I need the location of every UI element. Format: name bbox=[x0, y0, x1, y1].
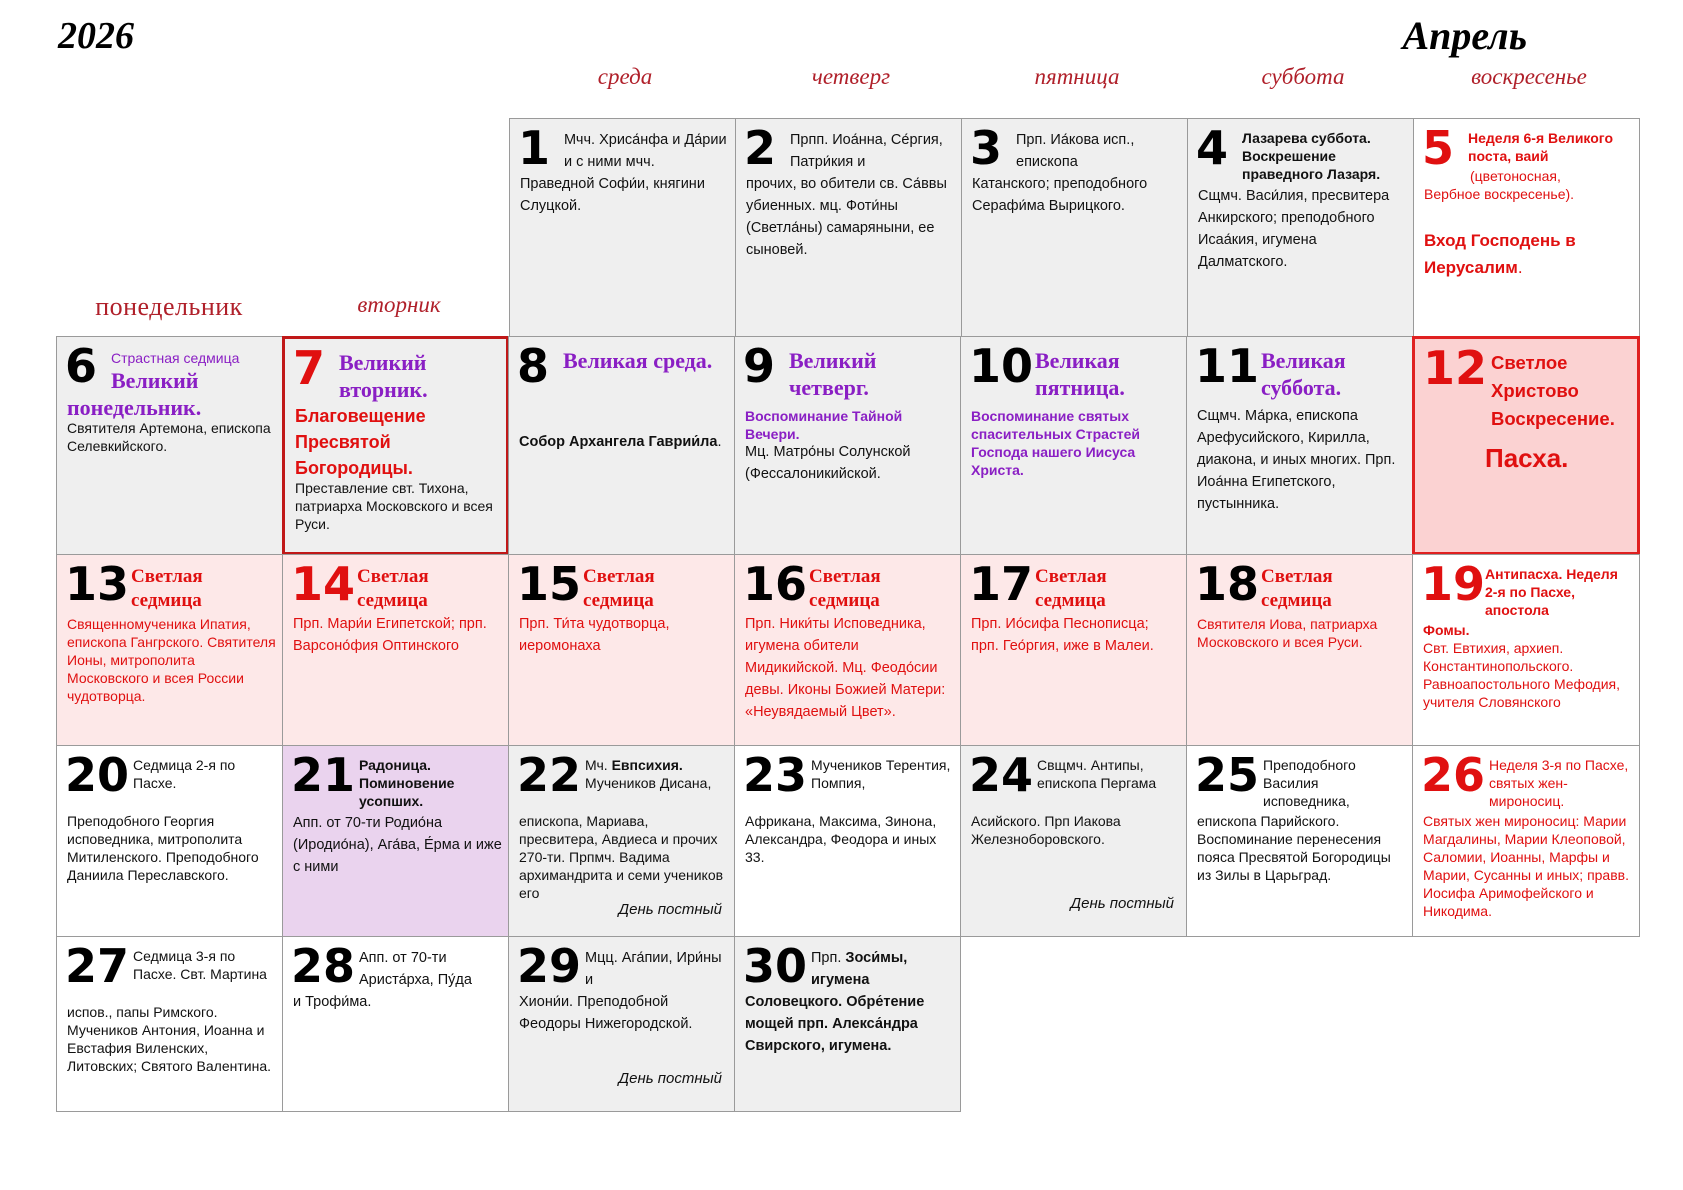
day-saints-continued: Праведной Софи́и, княгини Слуцкой. bbox=[520, 176, 705, 214]
day-saints: Мцц. Ага́пии, Ири́ны и bbox=[585, 950, 722, 988]
day-number: 19 bbox=[1421, 557, 1486, 611]
day-number: 9 bbox=[743, 339, 776, 393]
day-great-feast: Вход Господень в Иерусалим. bbox=[1424, 231, 1576, 277]
day-cell-22[interactable] bbox=[508, 745, 735, 937]
day-number: 28 bbox=[291, 939, 356, 993]
day-saints: Прп. Ио́сифа Песнописца; прп. Гео́ргия, иже в Малеи. bbox=[971, 616, 1154, 654]
day-number: 26 bbox=[1421, 748, 1486, 802]
day-saints: Сщмч. Ма́рка, епископа Арефусийского, Кирилла, диакона, и иных многих. Прп. Иоа́нна Египетского, пустынника. bbox=[1197, 408, 1396, 512]
day-saints: Свщмч. Антипы, епископа Пергама bbox=[1037, 757, 1157, 791]
day-title: Светлая седмица bbox=[1261, 566, 1333, 611]
day-cell-26[interactable] bbox=[1412, 745, 1640, 937]
day-saints-continued: и Трофи́ма. bbox=[293, 994, 372, 1010]
day-cell-24[interactable] bbox=[960, 745, 1187, 937]
day-cell-18[interactable] bbox=[1186, 554, 1413, 746]
day-number: 27 bbox=[65, 939, 130, 993]
day-cell-2[interactable] bbox=[735, 118, 962, 337]
day-number: 25 bbox=[1195, 748, 1260, 802]
day-great-feast: Пасха. bbox=[1485, 443, 1569, 473]
day-title: Великая среда. bbox=[563, 348, 713, 373]
day-number: 29 bbox=[517, 939, 582, 993]
day-cell-23[interactable] bbox=[734, 745, 961, 937]
day-number: 11 bbox=[1195, 339, 1260, 393]
day-cell-10[interactable] bbox=[960, 336, 1187, 555]
day-sunday-title: Неделя 3-я по Пасхе, святых жен-мироносиц. bbox=[1489, 757, 1629, 809]
day-cell-5[interactable] bbox=[1413, 118, 1640, 337]
day-number: 4 bbox=[1196, 121, 1229, 175]
year-label: 2026 bbox=[58, 15, 134, 57]
day-saints: Апп. от 70-ти Ариста́рха, Пу́да bbox=[359, 950, 472, 988]
day-saints: Мучеников Терентия, Помпия, bbox=[811, 757, 951, 791]
day-saints: Мч. Евпсихия. Мучеников Дисана, bbox=[585, 757, 712, 791]
day-number: 5 bbox=[1422, 121, 1455, 175]
day-number: 2 bbox=[744, 121, 777, 175]
weekday-saturday: суббота bbox=[1261, 64, 1345, 89]
day-number: 14 bbox=[291, 557, 356, 611]
day-cell-20[interactable] bbox=[56, 745, 283, 937]
day-saints: Мчч. Хриса́нфа и Да́рии и с ними мчч. bbox=[564, 132, 727, 170]
day-cell-19[interactable] bbox=[1412, 554, 1640, 746]
day-cell-1[interactable] bbox=[509, 118, 736, 337]
weekday-monday: понедельник bbox=[95, 292, 243, 321]
day-number: 10 bbox=[969, 339, 1034, 393]
day-cell-8[interactable] bbox=[508, 336, 735, 555]
day-sunday-title: Антипасха. Неделя 2-я по Пасхе, апостола bbox=[1485, 566, 1618, 618]
day-saints: Святых жен мироносиц: Марии Магдалины, Марии Клеоповой, Саломии, Иоанны, Марфы и Марии, Сусанны и иных; правв. Иосифа Аримофейского и Никодима. bbox=[1423, 813, 1629, 919]
day-cell-16[interactable] bbox=[734, 554, 961, 746]
weekday-thursday: четверг bbox=[811, 64, 891, 89]
day-title: Светлая седмица bbox=[583, 566, 655, 611]
day-saints-continued: Хиони́и. Преподобной Феодоры Нижегородской. bbox=[519, 994, 693, 1032]
day-saints: Прп. Ти́та чудотворца, иеромонаха bbox=[519, 616, 670, 654]
day-number: 6 bbox=[65, 339, 98, 393]
day-cell-6[interactable] bbox=[56, 336, 283, 555]
day-saints: Преподобного Георгия исповедника, митрополита Митиленского. Преподобного Даниила Переславского. bbox=[67, 813, 259, 883]
weekday-sunday: воскресенье bbox=[1471, 64, 1587, 89]
day-saints: Прп. Мари́и Египетской; прп. Варсоно́фия Оптинского bbox=[293, 616, 487, 654]
day-title: Светлая седмица bbox=[131, 566, 203, 611]
weekday-friday: пятница bbox=[1034, 64, 1120, 89]
day-number: 22 bbox=[517, 748, 582, 802]
day-feast: Радоница. Поминовение усопших. bbox=[359, 757, 455, 809]
month-label: Апрель bbox=[1402, 13, 1527, 58]
day-week-note: Седмица 2-я по Пасхе. bbox=[133, 757, 236, 791]
day-number: 15 bbox=[517, 557, 582, 611]
day-saints: Прп. Зоси́мы, игумена bbox=[811, 950, 908, 988]
day-cell-4[interactable] bbox=[1187, 118, 1414, 337]
day-saints: Прп. Ники́ты Исповедника, игумена обители Мидикийской. Мц. Феодо́сии девы. Иконы Божией Матери: «Неувядаемый Цвет». bbox=[745, 616, 946, 720]
day-number: 30 bbox=[743, 939, 808, 993]
day-number: 20 bbox=[65, 748, 130, 802]
day-saints: Апп. от 70-ти Родио́на (Иродио́на), Ага́ва, Е́рма и иже с ними bbox=[293, 815, 502, 875]
day-subtitle: Воспоминание Тайной Вечери. bbox=[745, 408, 903, 442]
day-title: Великая суббота. bbox=[1261, 348, 1346, 400]
day-cell-15[interactable] bbox=[508, 554, 735, 746]
day-saints: Собор Архангела Гаврии́ла. bbox=[519, 434, 722, 450]
day-cell-17[interactable] bbox=[960, 554, 1187, 746]
day-number: 12 bbox=[1423, 341, 1488, 395]
day-number: 17 bbox=[969, 557, 1034, 611]
day-cell-25[interactable] bbox=[1186, 745, 1413, 937]
day-saints-continued: епископа Парийского. Воспоминание перенесения пояса Пресвятой Богородицы из Зилы в Царьград. bbox=[1197, 813, 1391, 883]
day-cell-29[interactable] bbox=[508, 936, 735, 1112]
day-title: Великая пятница. bbox=[1035, 348, 1125, 400]
day-saints-continued: Катанского; преподобного Серафи́ма Вырицкого. bbox=[972, 176, 1148, 214]
day-number: 16 bbox=[743, 557, 808, 611]
day-saints: Преставление свт. Тихона, патриарха Московского и всея Руси. bbox=[295, 480, 493, 532]
fasting-day-label: День постный bbox=[1070, 895, 1174, 912]
day-cell-12[interactable] bbox=[1412, 336, 1640, 555]
day-saints-continued: прочих, во обители св. Са́ввы убиенных. мц. Фоти́ны (Светла́ны) самаряныни, ее сыновей. bbox=[746, 176, 947, 258]
day-title: Великий вторник. bbox=[339, 350, 428, 402]
day-title: Светлая седмица bbox=[1035, 566, 1107, 611]
day-saints-continued: Африкана, Максима, Зинона, Александра, Феодора и иных 33. bbox=[745, 813, 937, 865]
fasting-day-label: День постный bbox=[618, 1070, 722, 1087]
day-number: 13 bbox=[65, 557, 130, 611]
day-week-note: Седмица 3-я по Пасхе. Свт. Мартина bbox=[133, 948, 267, 982]
day-number: 24 bbox=[969, 748, 1034, 802]
day-sunday-note: Вербное воскресенье). bbox=[1424, 186, 1575, 202]
day-saints-continued: епископа, Мариава, пресвитера, Авдиеса и прочих 270-ти. Прпмч. Вадима архимандрита и семи учеников его bbox=[519, 813, 724, 901]
day-title: Светлое Христово Воскресение. bbox=[1491, 352, 1615, 429]
day-saints: Святителя Артемона, епископа Селевкийского. bbox=[67, 420, 271, 454]
day-number: 23 bbox=[743, 748, 808, 802]
day-title: Светлая седмица bbox=[809, 566, 881, 611]
day-cell-3[interactable] bbox=[961, 118, 1188, 337]
day-great-feast: Благовещение Пресвятой Богородицы. bbox=[295, 406, 426, 478]
day-saints: Свт. Евтихия, архиеп. Константинопольского. Равноапостольного Мефодия, учителя Словянского bbox=[1423, 640, 1621, 710]
day-title: Великий понедельник. bbox=[67, 368, 202, 420]
day-number: 1 bbox=[518, 121, 551, 175]
day-number: 8 bbox=[517, 339, 550, 393]
day-week-tag: Страстная седмица bbox=[111, 350, 240, 366]
day-saints: Священномученика Ипатия, епископа Гангрского. Святителя Ионы, митрополита Московского и всея России чудотворца. bbox=[67, 616, 276, 704]
day-cell-30[interactable] bbox=[734, 936, 961, 1112]
day-saints: Мц. Матро́ны Солунской (Фессалоникийской. bbox=[745, 444, 911, 482]
day-sunday-title-end: Фомы. bbox=[1423, 622, 1470, 638]
day-number: 3 bbox=[970, 121, 1003, 175]
day-saints-continued: Асийского. Прп Иакова Железноборовского. bbox=[971, 813, 1121, 847]
day-cell-21[interactable] bbox=[282, 745, 509, 937]
day-title: Великий четверг. bbox=[789, 348, 877, 400]
day-subtitle: Воспоминание святых спасительных Страстей Господа нашего Иисуса Христа. bbox=[971, 408, 1140, 478]
day-feast: Лазарева суббота. Воскрешение праведного Лазаря. bbox=[1242, 130, 1381, 182]
day-sunday-title: Неделя 6-я Великого поста, ваий bbox=[1468, 130, 1613, 164]
day-saints: Сщмч. Васи́лия, пресвитера Анкирского; преподобного Исаа́кия, игумена Далматского. bbox=[1198, 188, 1390, 270]
day-saints: Преподобного Василия исповедника, bbox=[1263, 757, 1356, 809]
day-cell-13[interactable] bbox=[56, 554, 283, 746]
day-saints: Прп. Иа́кова исп., епископа bbox=[1016, 132, 1135, 170]
day-saints: Прпп. Иоа́нна, Се́ргия, Патри́кия и bbox=[790, 132, 943, 170]
fasting-day-label: День постный bbox=[618, 901, 722, 918]
day-cell-7[interactable] bbox=[282, 336, 509, 555]
day-cell-9[interactable] bbox=[734, 336, 961, 555]
day-cell-14[interactable] bbox=[282, 554, 509, 746]
weekday-tuesday: вторник bbox=[357, 292, 441, 317]
day-cell-28[interactable] bbox=[282, 936, 509, 1112]
weekday-wednesday: среда bbox=[597, 64, 653, 89]
day-saints: Святителя Иова, патриарха Московского и всея Руси. bbox=[1197, 616, 1378, 650]
day-saints: испов., папы Римского. Мучеников Антония, Иоанна и Евстафия Виленских, Литовских; Святого Валентина. bbox=[67, 1004, 271, 1074]
day-cell-11[interactable] bbox=[1186, 336, 1413, 555]
day-cell-27[interactable] bbox=[56, 936, 283, 1112]
day-saints-continued: Соловецкого. Обре́тение мощей прп. Алекса́ндра Свирского, игумена. bbox=[745, 994, 925, 1054]
day-title: Светлая седмица bbox=[357, 566, 429, 611]
day-sunday-subtitle: (цветоносная, bbox=[1470, 168, 1561, 184]
day-number: 18 bbox=[1195, 557, 1260, 611]
day-number: 7 bbox=[293, 341, 326, 395]
day-number: 21 bbox=[291, 748, 356, 802]
